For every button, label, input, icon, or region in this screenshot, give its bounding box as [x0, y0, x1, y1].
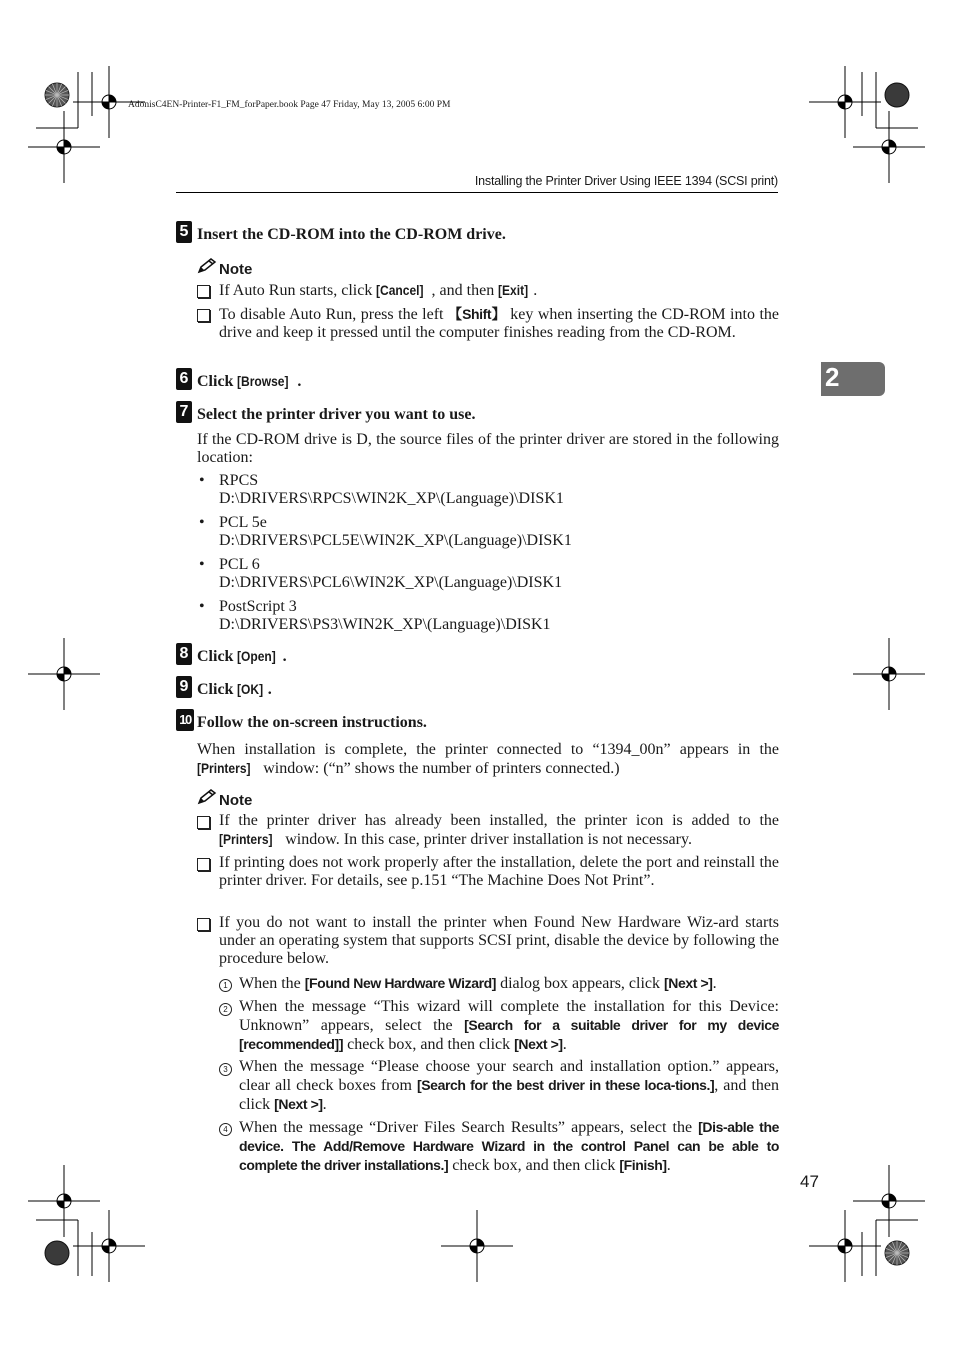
ui-label: [Finish]: [619, 1157, 667, 1174]
note-checkbox-icon: [197, 918, 210, 931]
text: To disable Auto Run, press the left: [219, 306, 448, 323]
driver-path: D:\DRIVERS\PS3\WIN2K_XP\(Language)\DISK1: [219, 616, 551, 634]
ui-label: [Browse]: [237, 373, 289, 389]
driver-name: PCL 5e: [219, 514, 267, 531]
bullet-icon: •: [199, 472, 205, 489]
file-header: AdonisC4EN-Printer-F1_FM_forPaper.book Page 47 Friday, May 13, 2005 6:00 PM: [128, 100, 451, 110]
step-paragraph: If the CD-ROM drive is D, the source files of the printer driver are stored in the following location:: [197, 431, 779, 467]
ui-label: [Found New Hardware Wizard]: [304, 975, 497, 991]
note-checkbox-icon: [197, 285, 210, 298]
step-title: [197, 648, 287, 666]
substep-text: [239, 998, 779, 1055]
driver-name: PCL 6: [219, 556, 260, 573]
text: If the printer driver has already been installed, the printer icon is added to the: [219, 812, 779, 829]
driver-path: D:\DRIVERS\PCL6\WIN2K_XP\(Language)\DISK1: [219, 574, 563, 592]
key-label: 【Shift】: [447, 306, 506, 322]
text: .: [562, 1036, 567, 1054]
text: .: [712, 975, 717, 992]
note-checkbox-icon: [197, 858, 210, 871]
note-item: [219, 281, 779, 300]
ui-label: [Search for a suitable driver for my device [recommended]]: [239, 1017, 779, 1053]
note-item: [219, 305, 779, 342]
ui-label: [Cancel]: [376, 282, 424, 298]
text: window: (“n” shows the number of printers connected.): [259, 760, 620, 778]
step-paragraph: [197, 741, 779, 778]
text: .: [282, 648, 287, 665]
text: dialog box appears, click: [496, 975, 665, 992]
step-number: 6: [176, 368, 192, 390]
step-title: Insert the CD-ROM into the CD-ROM drive.: [197, 226, 506, 243]
ui-label: [Exit]: [498, 282, 529, 298]
ui-label: [Printers]: [197, 760, 251, 777]
substep-number: 4: [219, 1123, 232, 1136]
substep-number: 3: [219, 1063, 232, 1076]
substep-number: 2: [219, 1003, 232, 1016]
text: .: [533, 282, 538, 299]
note-checkbox-icon: [197, 816, 210, 829]
driver-path: D:\DRIVERS\PCL5E\WIN2K_XP\(Language)\DISK1: [219, 532, 572, 550]
text: .: [267, 681, 272, 698]
step-number: 8: [176, 643, 192, 665]
ui-label: [Next >]: [274, 1096, 323, 1113]
ui-label: [Next >]: [514, 1036, 563, 1053]
substep-text: [239, 1058, 779, 1115]
driver-entry: [219, 556, 779, 592]
note-item: If printing does not work properly after the installation, delete the port and reinstall the printer driver. For details, see p.151 “The Machine Does Not Print”.: [219, 854, 779, 890]
driver-entry: [219, 514, 779, 550]
note-item: If you do not want to install the printer when Found New Hardware Wiz-ard starts under an operating system that supports SCSI print, disable the device by following the procedure below.: [219, 914, 779, 968]
text: When the message “This wizard will complete the installation for this Device: Unknown” appears, select the: [239, 998, 779, 1035]
text: check box, and then click: [448, 1157, 620, 1175]
step-number: 9: [176, 676, 192, 698]
chapter-tab-number: 2: [825, 362, 840, 392]
driver-path: D:\DRIVERS\RPCS\WIN2K_XP\(Language)\DISK1: [219, 490, 564, 508]
note-label: Note: [219, 792, 253, 809]
step-title: Select the printer driver you want to use.: [197, 406, 476, 423]
ui-label: [OK]: [237, 681, 264, 697]
driver-name: RPCS: [219, 472, 259, 489]
text: Click: [197, 681, 238, 698]
text: When the message “Driver Files Search Results” appears, select the: [239, 1119, 699, 1136]
ui-label: [Printers]: [219, 831, 273, 848]
pencil-icon: [197, 258, 217, 278]
bullet-icon: •: [199, 514, 205, 531]
chapter-tab: [821, 362, 885, 396]
ui-label: [Search for the best driver in these loca-tions.]: [416, 1077, 715, 1094]
ui-label: [Dis-able the device. The Add/Remove Hardware Wizard in the control Panel can be able to complete the driver installations.]: [239, 1119, 779, 1174]
driver-entry: [219, 472, 779, 508]
step-number: 7: [176, 401, 192, 423]
substep-text: [239, 1118, 779, 1176]
text: , and then click: [239, 1077, 779, 1114]
note-heading: [197, 789, 252, 809]
step-number: 10: [176, 709, 194, 731]
ui-label: [Open]: [237, 648, 277, 664]
substep-text: [239, 974, 779, 993]
header-rule: [176, 192, 778, 193]
ui-label: [Next >]: [664, 975, 713, 991]
text: check box, and then click: [343, 1036, 515, 1054]
running-header: Installing the Printer Driver Using IEEE 1394 (SCSI print): [474, 174, 778, 188]
step-number: 5: [176, 221, 192, 243]
bullet-icon: •: [199, 556, 205, 573]
substep-number: 1: [219, 979, 232, 992]
step-title: [197, 681, 272, 699]
step-title: Follow the on-screen instructions.: [197, 714, 427, 731]
step-title: [197, 373, 301, 391]
text: window. In this case, printer driver installation is not necessary.: [281, 831, 692, 849]
text: When the message “Please choose your search and installation option.” appears, clear all check boxes from: [239, 1058, 779, 1095]
driver-entry: [219, 598, 779, 634]
text: .: [322, 1096, 327, 1114]
bullet-icon: •: [199, 598, 205, 615]
text: Click: [197, 648, 238, 665]
text: , and then: [431, 282, 499, 299]
text: .: [297, 373, 302, 390]
text: key when inserting the CD-ROM into the drive and keep it pressed until the computer finishes reading from the CD-ROM.: [219, 306, 779, 342]
text: When the: [239, 975, 305, 992]
text: .: [666, 1157, 671, 1175]
note-heading: [197, 258, 252, 278]
page-number: 47: [800, 1172, 819, 1191]
text: If Auto Run starts, click: [219, 282, 377, 299]
note-item: [219, 812, 779, 849]
text: When installation is complete, the printer connected to “1394_00n” appears in the: [197, 741, 779, 758]
text: Click: [197, 373, 238, 390]
note-checkbox-icon: [197, 309, 210, 322]
driver-name: PostScript 3: [219, 598, 297, 615]
pencil-icon: [197, 789, 217, 809]
note-label: Note: [219, 261, 253, 278]
